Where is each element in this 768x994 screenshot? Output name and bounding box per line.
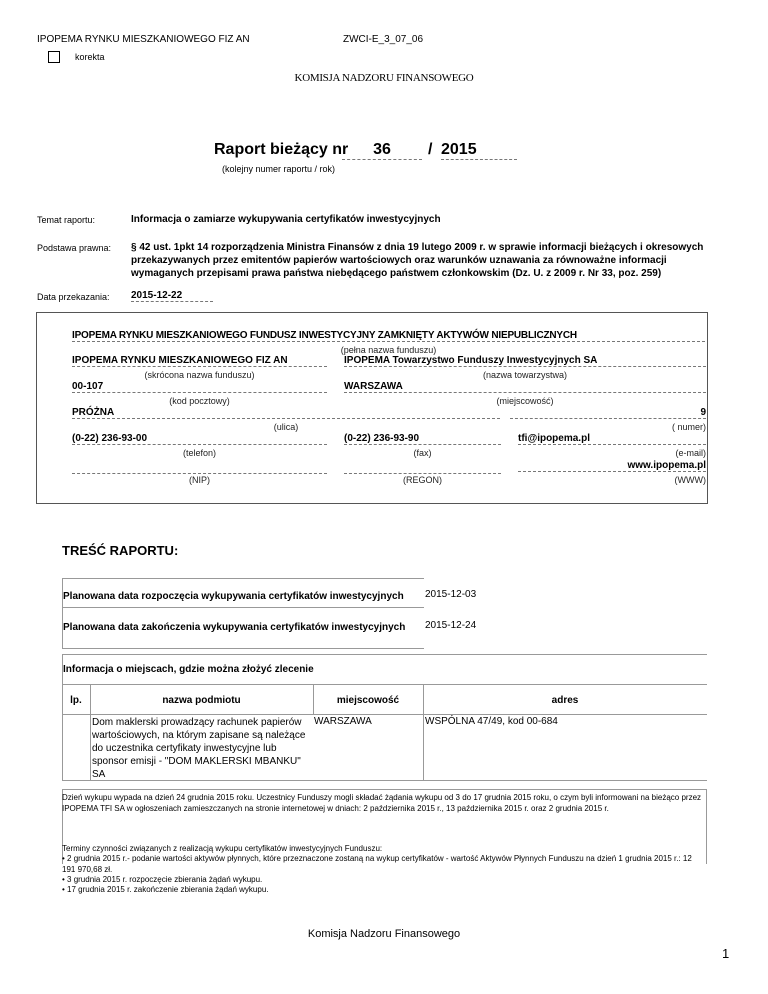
bullet-2: • 3 grudnia 2015 r. rozpoczęcie zbierania żądań wykupu.: [62, 875, 263, 884]
fund-full-name-caption: (pełna nazwa funduszu): [340, 345, 437, 355]
report-year: 2015: [441, 141, 517, 160]
street-number: 9: [510, 407, 706, 419]
regon-field: [344, 460, 501, 474]
row-city: WARSZAWA: [314, 716, 372, 727]
www: www.ipopema.pl: [518, 460, 706, 472]
row-address: WSPÓLNA 47/49, kod 00-684: [425, 716, 558, 727]
end-date-value: 2015-12-24: [425, 620, 477, 631]
city: WARSZAWA: [344, 381, 706, 393]
bullet-1: • 2 grudnia 2015 r.- podanie wartości aktywów płynnych, które przeznaczone zostaną na wykup certyfikatów - wartość Aktywów Płynnych Funduszu na dzień 1 grudnia 2015 r.: 12 191 970,68 zł.: [62, 854, 692, 874]
fund-short-name-caption: (skrócona nazwa funduszu): [144, 370, 255, 380]
company-name: IPOPEMA Towarzystwo Funduszy Inwestycyjnych SA: [344, 355, 706, 367]
bullet-3: • 17 grudnia 2015 r. zakończenie zbierania żądań wykupu.: [62, 885, 269, 894]
paragraph-1: Dzień wykupu wypada na dzień 24 grudnia 2015 roku. Uczestnicy Funduszy mogli składać żądania wykupu od 3 do 17 grudnia 2015 roku, o czym byli informowani na bieżąco przez IPOPEMA TFI SA w ogłoszeniach zamieszczanych na stronie internetowej w dniach: 2 października 2015 r., 13 października 2015 r. oraz 2 grudnia 2015 r.: [62, 793, 702, 813]
nip-caption: (NIP): [189, 475, 210, 485]
col-city: miejscowość: [336, 695, 400, 706]
street: PRÓŻNA: [72, 407, 500, 419]
phone: (0-22) 236-93-00: [72, 433, 327, 445]
postal-code: 00-107: [72, 381, 327, 393]
page-number: 1: [722, 946, 730, 961]
street-number-caption: ( numer): [671, 422, 706, 432]
phone-caption: (telefon): [182, 448, 217, 458]
city-caption: (miejscowość): [496, 396, 554, 406]
authority-header: KOMISJA NADZORU FINANSOWEGO: [294, 72, 474, 84]
korekta-checkbox[interactable]: [48, 51, 60, 63]
postal-code-caption: (kod pocztowy): [169, 396, 230, 406]
temat-value: Informacja o zamiarze wykupywania certyfikatów inwestycyjnych: [131, 214, 441, 225]
report-number: 36: [342, 141, 422, 160]
fund-full-name: IPOPEMA RYNKU MIESZKANIOWEGO FUNDUSZ INWESTYCYJNY ZAMKNIĘTY AKTYWÓW NIEPUBLICZNYCH: [72, 330, 705, 342]
podstawa-label: Podstawa prawna:: [37, 243, 112, 253]
podstawa-value: § 42 ust. 1pkt 14 rozporządzenia Ministra Finansów z dnia 19 lutego 2009 r. w sprawie informacji bieżących i okresowych przekazywanych przez emitentów papierów wartościowych oraz warunków uznawania za równoważne informacji wymaganych przepisami prawa państwa niebędącego państwem członkowskim (Dz. U. z 2009 r. Nr 33, poz. 259): [131, 242, 704, 279]
korekta-label: korekta: [75, 52, 105, 62]
report-number-caption: (kolejny numer raportu / rok): [222, 164, 336, 174]
report-title: Raport bieżący nr: [214, 141, 349, 158]
content-heading: TREŚĆ RAPORTU:: [62, 543, 179, 558]
paragraph-2-title: Terminy czynności związanych z realizacją wykupu certyfikatów inwestycyjnych Funduszu:: [62, 844, 383, 853]
www-caption: (WWW): [674, 475, 706, 485]
start-date-value: 2015-12-03: [425, 589, 477, 600]
temat-label: Temat raportu:: [37, 215, 96, 225]
col-address: adres: [551, 695, 579, 706]
email-caption: (e-mail): [675, 448, 706, 458]
data-label: Data przekazania:: [37, 292, 110, 302]
col-name: nazwa podmiotu: [162, 695, 241, 706]
header-fund-name: IPOPEMA RYNKU MIESZKANIOWEGO FIZ AN: [37, 34, 250, 45]
fund-short-name: IPOPEMA RYNKU MIESZKANIOWEGO FIZ AN: [72, 355, 327, 367]
orders-title: Informacja o miejscach, gdzie można złożyć zlecenie: [63, 664, 314, 675]
email: tfi@ipopema.pl: [518, 433, 706, 445]
nip-field: [72, 460, 327, 474]
col-lp: lp.: [70, 695, 82, 706]
form-code: ZWCI-E_3_07_06: [343, 34, 424, 45]
end-date-label: Planowana data zakończenia wykupywania certyfikatów inwestycyjnych: [63, 622, 406, 633]
data-value: 2015-12-22: [131, 290, 213, 302]
footer-authority: Komisja Nadzoru Finansowego: [307, 928, 461, 940]
start-date-label: Planowana data rozpoczęcia wykupywania certyfikatów inwestycyjnych: [63, 591, 404, 602]
fax-caption: (fax): [413, 448, 432, 458]
street-caption: (ulica): [273, 422, 299, 432]
row-name: Dom maklerski prowadzący rachunek papierów wartościowych, na którym zapisane są należące do uczestnika certyfikaty inwestycyjne lub sponsor emisji - "DOM MAKLERSKI MBANKU" SA: [92, 717, 306, 780]
regon-caption: (REGON): [403, 475, 442, 485]
company-caption: (nazwa towarzystwa): [482, 370, 568, 380]
fax: (0-22) 236-93-90: [344, 433, 501, 445]
report-separator: /: [428, 141, 433, 158]
